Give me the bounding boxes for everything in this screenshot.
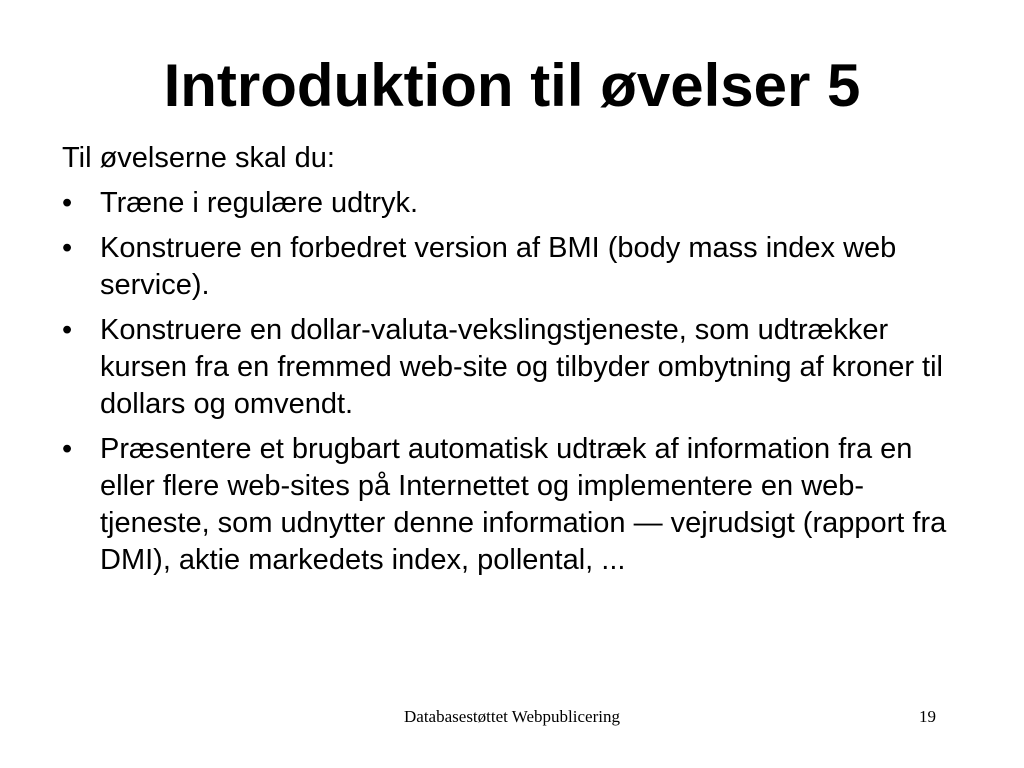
bullet-item	[62, 312, 962, 423]
bullet-item	[62, 230, 962, 304]
slide-body	[62, 140, 962, 587]
footer-title: Databasestøttet Webpublicering	[404, 707, 620, 726]
intro-text: Til øvelserne skal du:	[62, 142, 335, 174]
bullet-item	[62, 185, 962, 222]
bullet-list	[62, 185, 962, 579]
bullet-icon: •	[62, 232, 73, 264]
page-number: 19	[919, 707, 936, 726]
bullet-text: Træne i regulære udtryk.	[100, 187, 419, 219]
bullet-text: Konstruere en dollar-valuta-vekslingstjeneste, som udtrækker kursen fra en fremmed web-site og tilbyder ombytning af kroner til dollars og omvendt.	[100, 314, 943, 420]
bullet-icon: •	[62, 187, 73, 219]
bullet-item	[62, 431, 962, 579]
slide-title: Introduktion til øvelser 5	[163, 52, 861, 119]
bullet-icon: •	[62, 433, 73, 465]
bullet-text: Præsentere et brugbart automatisk udtræk af information fra en eller flere web-sites på Internettet og implementere en web-tjeneste, som udnytter denne information — vejrudsigt (rapport fra DMI), aktie markedets index, pollental, ...	[100, 433, 947, 576]
bullet-icon: •	[62, 314, 73, 346]
bullet-text: Konstruere en forbedret version af BMI (body mass index web service).	[100, 232, 897, 301]
